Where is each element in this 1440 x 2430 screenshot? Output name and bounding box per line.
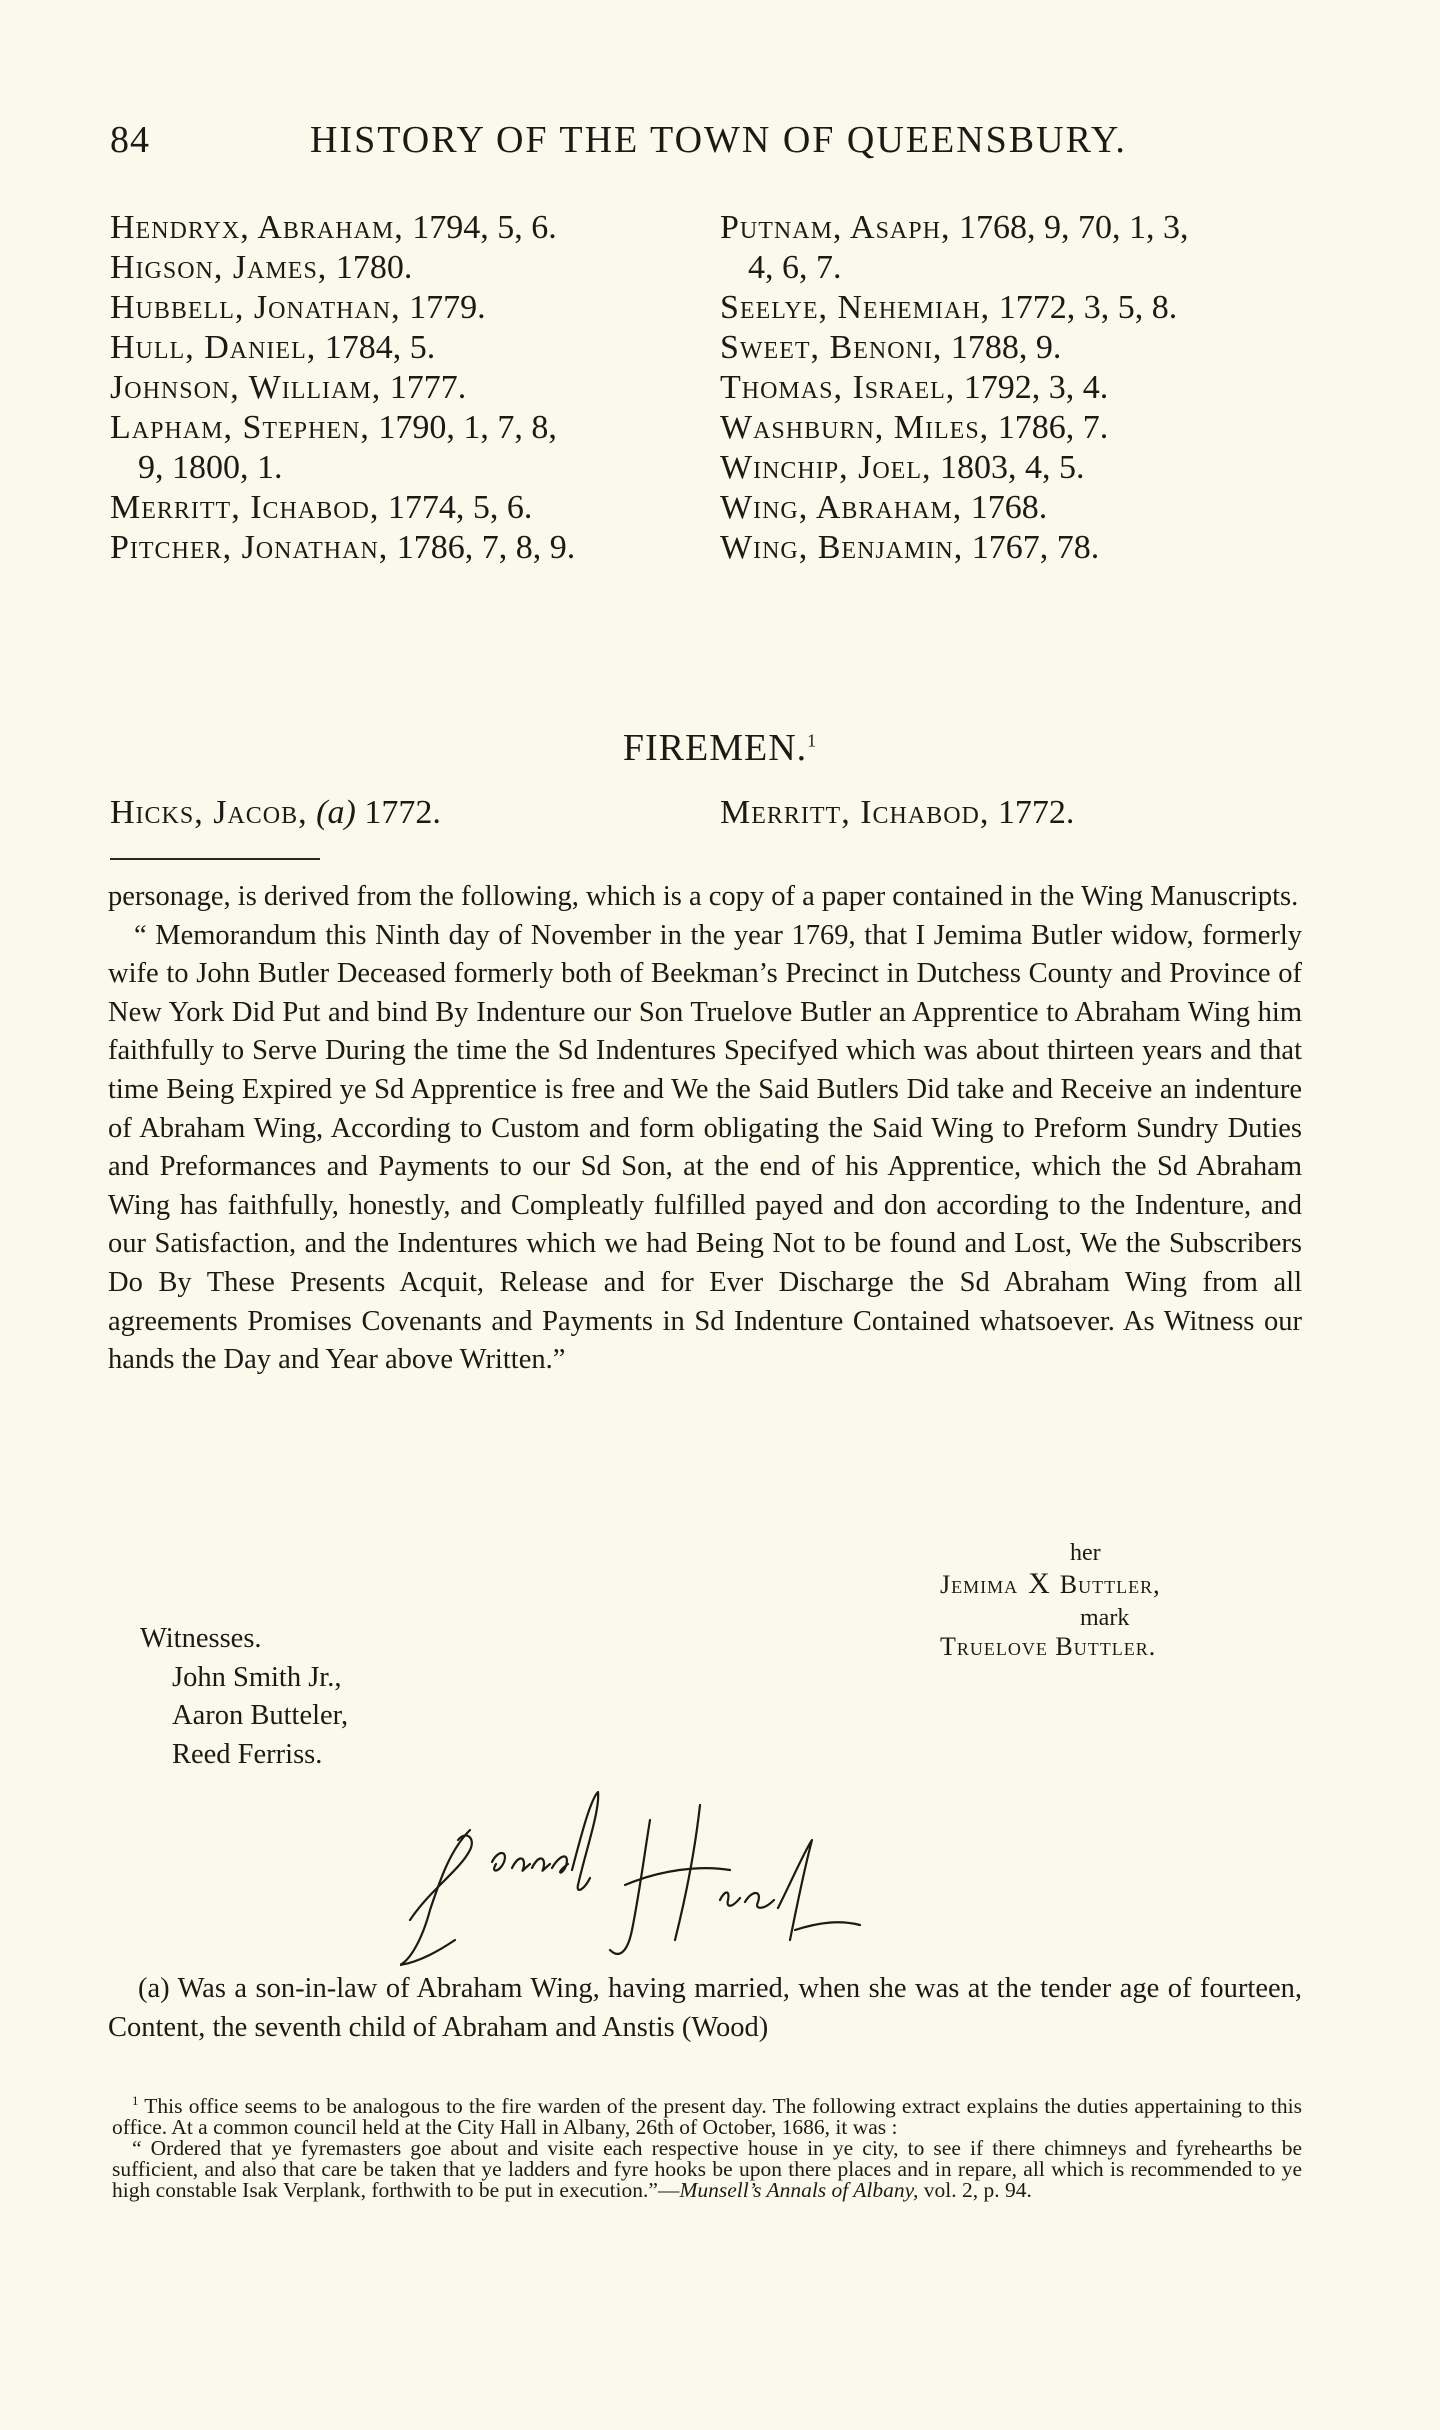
years-served: 1777.: [381, 369, 467, 406]
signature-jemima: [940, 1567, 1161, 1600]
years-served: 9, 1800, 1.: [138, 449, 283, 486]
person-name: Hubbell, Jonathan,: [110, 289, 401, 326]
section-title: [0, 726, 1440, 770]
names-column-right: [720, 208, 1340, 568]
years-served: 1774, 5, 6.: [379, 489, 533, 526]
signer-first-name: Jemima: [940, 1570, 1019, 1599]
footnote-1-marker: 1: [132, 2093, 139, 2108]
footnote-quote-text: “ Ordered that ye fyremasters goe about and visite each respective house in ye city, to see if there chimneys and fyrehearths be sufficient, and also that care be taken that ye ladders and fyre hooks be upon there places and in repare, all which is recommended to ye high constable Isak Verplank, forthwith to be put in execution.”—: [112, 2136, 1302, 2203]
years-served: 1768, 9, 70, 1, 3,: [950, 209, 1189, 246]
name-entry: [720, 328, 1340, 368]
footnote-citation-title: Munsell’s Annals of Albany,: [679, 2178, 919, 2203]
name-entry: [110, 488, 730, 528]
years-served: 4, 6, 7.: [748, 249, 842, 286]
name-entry: [720, 408, 1340, 448]
years-served: 1790, 1, 7, 8,: [369, 409, 557, 446]
witness-name: John Smith Jr.,: [172, 1661, 342, 1693]
witnesses-block: [140, 1620, 348, 1774]
signature-her: her: [1070, 1540, 1101, 1566]
witness-name: Aaron Butteler,: [172, 1700, 349, 1732]
person-name: Putnam, Asaph,: [720, 209, 951, 246]
name-entry: [720, 528, 1340, 568]
name-entry: [110, 408, 730, 448]
years-served: 1788, 9.: [942, 329, 1062, 366]
person-name: Winchip, Joel,: [720, 449, 932, 486]
name-entry: [110, 328, 730, 368]
name-entry: [720, 368, 1340, 408]
firemen-entry-left: [110, 794, 441, 832]
name-entry: [720, 248, 1340, 288]
running-title: HISTORY OF THE TOWN OF QUEENSBURY.: [310, 119, 1127, 161]
person-name: Washburn, Miles,: [720, 409, 990, 446]
footnote-divider: [110, 858, 320, 860]
autograph-signature: [400, 1790, 1000, 1980]
firemen-entry-right: [720, 794, 1074, 832]
witness-name: Reed Ferriss.: [172, 1738, 323, 1770]
fireman-year: 1772.: [989, 794, 1075, 831]
person-name: Sweet, Benoni,: [720, 329, 943, 366]
footnote-1: [112, 2090, 1302, 2138]
page-number: 84: [110, 119, 150, 161]
signature-truelove: Truelove Buttler.: [940, 1632, 1157, 1661]
note-a-text: (a) Was a son-in-law of Abraham Wing, having married, when she was at the tender age of fourteen, Content, the seventh child of Abraham and Anstis (Wood): [108, 1973, 1302, 2043]
witnesses-label: Witnesses.: [140, 1623, 262, 1654]
firemen-heading: FIREMEN.: [622, 727, 808, 769]
person-name: Wing, Abraham,: [720, 489, 963, 526]
person-name: Johnson, William,: [110, 369, 382, 406]
paragraph-memorandum: “ Memorandum this Ninth day of November in the year 1769, that I Jemima Butler widow, formerly wife to John Butler Deceased formerly both of Beekman’s Precinct in Dutchess County and Province of New York Did Put and bind By Indenture our Son Truelove Butler an Apprentice to Abraham Wing him faithfully to Serve During the time the Sd Indentures Specifyed which was about thirteen years and that time Being Expired ye Sd Apprentice is free and We the Said Butlers Did take and Receive an indenture of Abraham Wing, According to Custom and form obligating the Said Wing to Preform Sundry Duties and Preformances and Payments to our Sd Son, at the end of his Apprentice, which the Sd Abraham Wing has faithfully, honestly, and Compleatly fulfilled payed and don according to the Indenture, and our Satisfaction, and the Indentures which we had Being Not to be found and Lost, We the Subscribers Do By These Presents Acquit, Release and for Ever Discharge the Sd Abraham Wing from all agreements Promises Covenants and Payments in Sd Indenture Contained whatsoever. As Witness our hands the Day and Year above Written.”: [108, 919, 1302, 1376]
fireman-name: Hicks, Jacob,: [110, 794, 308, 831]
years-served: 1792, 3, 4.: [955, 369, 1109, 406]
person-name: Wing, Benjamin,: [720, 529, 964, 566]
note-a: [108, 1970, 1302, 2047]
footnote-1-quote: [112, 2138, 1302, 2201]
note-reference: (a): [316, 794, 356, 831]
name-entry: [110, 288, 730, 328]
signature-mark-label: mark: [1080, 1605, 1130, 1631]
years-served: 1768.: [962, 489, 1048, 526]
name-entry: [110, 368, 730, 408]
person-name: Lapham, Stephen,: [110, 409, 370, 446]
name-entry: [110, 208, 730, 248]
footnote-citation-rest: vol. 2, p. 94.: [918, 2178, 1032, 2203]
footnotes: [112, 2090, 1302, 2201]
person-name: Pitcher, Jonathan,: [110, 529, 389, 566]
person-name: Merritt, Ichabod,: [110, 489, 380, 526]
person-name: Higson, James,: [110, 249, 328, 286]
years-served: 1780.: [327, 249, 413, 286]
years-served: 1767, 78.: [963, 529, 1100, 566]
years-served: 1803, 4, 5.: [931, 449, 1085, 486]
name-entry: [110, 528, 730, 568]
name-entry: [720, 448, 1340, 488]
years-served: 1786, 7.: [989, 409, 1109, 446]
years-served: 1786, 7, 8, 9.: [388, 529, 576, 566]
footnote-marker: 1: [807, 730, 818, 751]
body-text: [108, 878, 1302, 1380]
years-served: 1784, 5.: [316, 329, 436, 366]
paragraph-intro: personage, is derived from the following, which is a copy of a paper contained in the Wing Manuscripts.: [108, 881, 1299, 912]
names-column-left: [110, 208, 730, 568]
name-entry: [720, 208, 1340, 248]
person-name: Thomas, Israel,: [720, 369, 956, 406]
years-served: 1779.: [400, 289, 486, 326]
years-served: 1772, 3, 5, 8.: [990, 289, 1178, 326]
person-name: Seelye, Nehemiah,: [720, 289, 991, 326]
footnote-1-text: This office seems to be analogous to the fire warden of the present day. The following extract explains the duties appertaining to this office. At a common council held at the City Hall in Albany, 26th of October, 1686, it was :: [112, 2094, 1302, 2140]
years-served: 1794, 5, 6.: [403, 209, 557, 246]
x-mark: X: [1028, 1567, 1050, 1600]
fireman-year: 1772.: [355, 794, 441, 831]
fireman-name: Merritt, Ichabod,: [720, 794, 990, 831]
signer-last-name: Buttler,: [1059, 1570, 1161, 1599]
name-entry: [110, 248, 730, 288]
name-entry: [110, 448, 730, 488]
person-name: Hendryx, Abraham,: [110, 209, 404, 246]
person-name: Hull, Daniel,: [110, 329, 317, 366]
name-entry: [720, 488, 1340, 528]
name-entry: [720, 288, 1340, 328]
